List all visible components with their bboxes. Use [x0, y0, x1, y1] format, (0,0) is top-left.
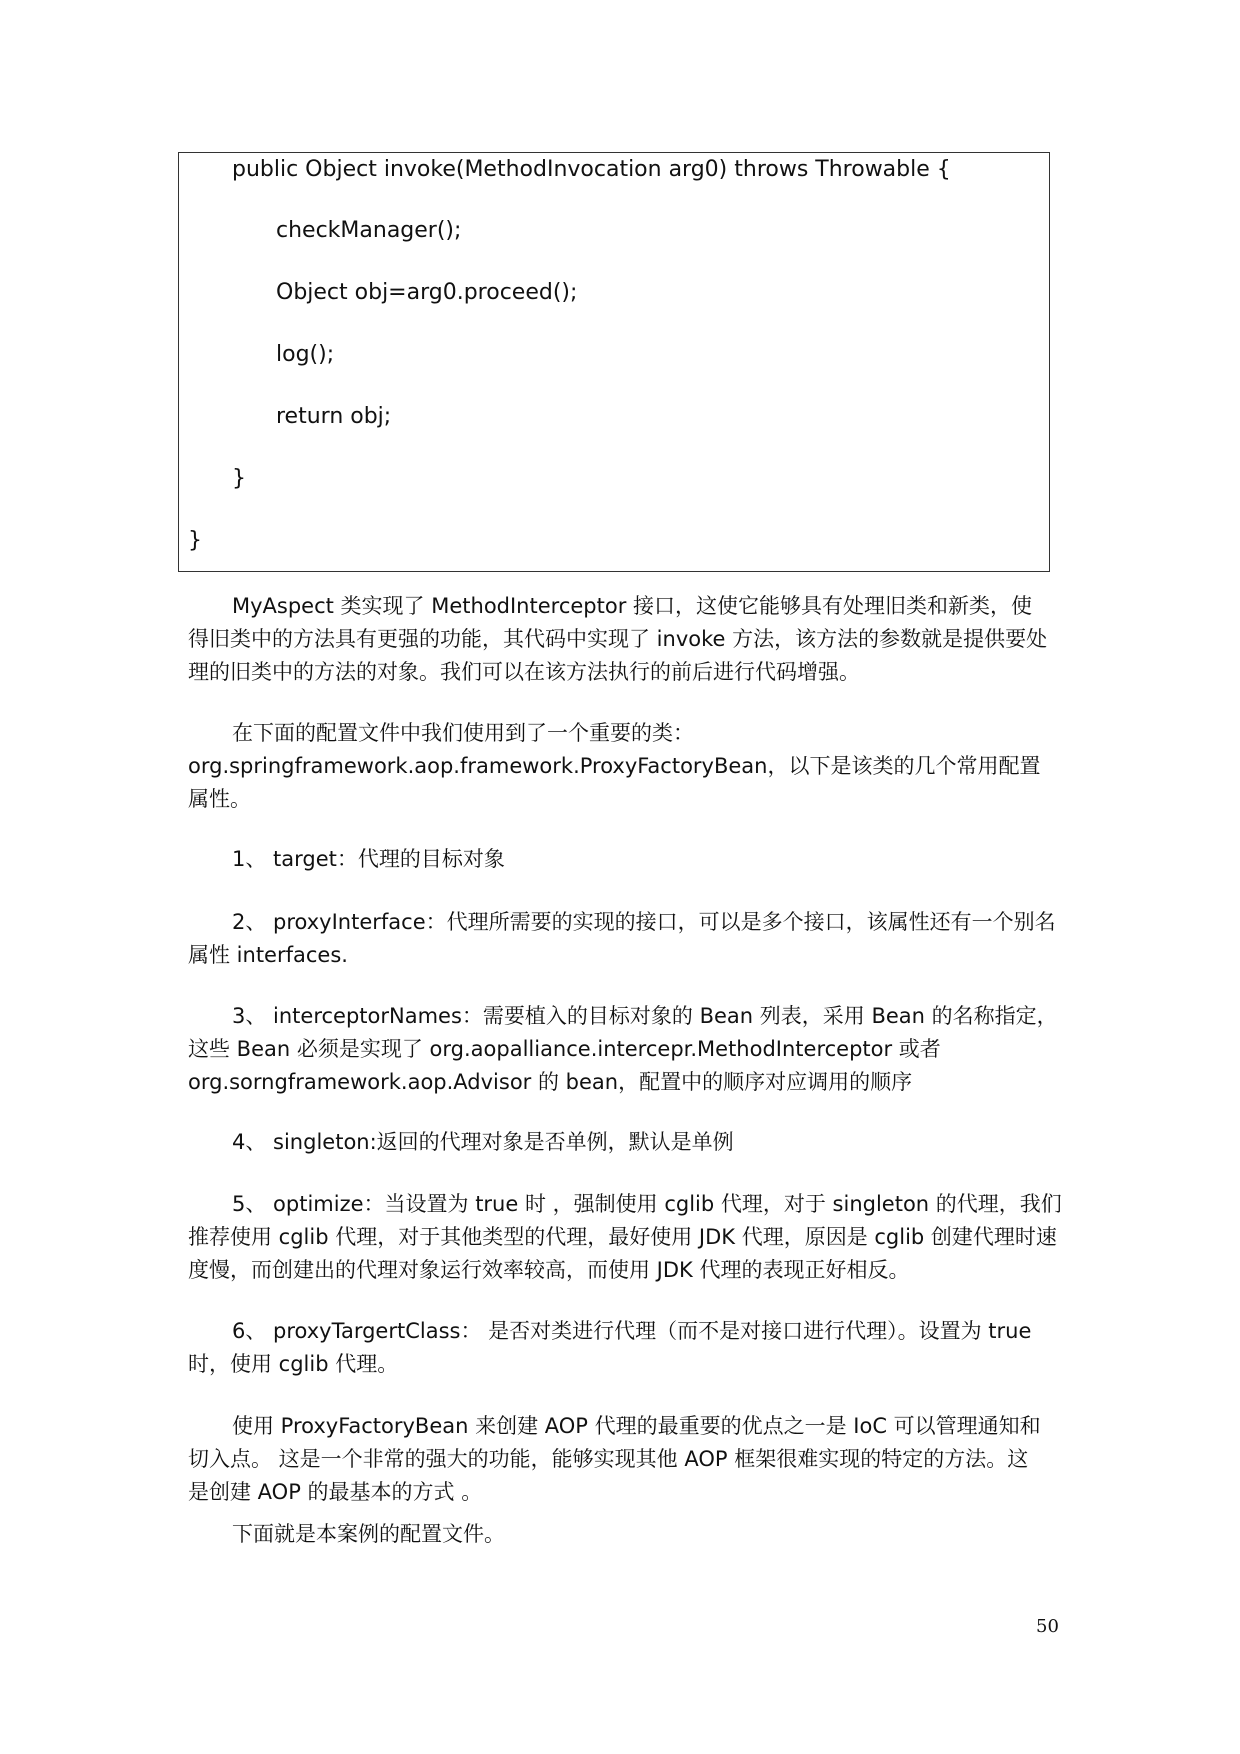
list-item-singleton: 4、 singleton:返回的代理对象是否单例，默认是单例 — [232, 1130, 734, 1154]
code-line: public Object invoke(MethodInvocation arg0) throws Throwable { — [232, 157, 951, 182]
list-item-interceptornames: 3、 interceptorNames：需要植入的目标对象的 Bean 列表，采用 Bean 的名称指定，这些 Bean 必须是实现了 org.aopalliance.intercepr.MethodInterceptor 或者 org.sorngframework.aop.Advisor 的 bean，配置中的顺序对应调用的顺序 — [188, 1004, 1058, 1094]
code-line: } — [232, 466, 246, 491]
code-block — [178, 152, 1050, 572]
paragraph-config-intro: 下面就是本案例的配置文件。 — [232, 1522, 505, 1546]
code-line: log(); — [276, 342, 335, 367]
list-item-optimize: 5、 optimize：当设置为 true 时 ，强制使用 cglib 代理，对于 singleton 的代理，我们推荐使用 cglib 代理，对于其他类型的代理，最好使用 JDK 代理，原因是 cglib 创建代理时速度慢，而创建出的代理对象运行效率较高，而使用 JDK 代理的表现正好相反。 — [188, 1192, 1062, 1282]
page-number: 50 — [1036, 1616, 1059, 1637]
code-line: } — [188, 528, 202, 553]
list-item-proxytargertclass: 6、 proxyTargertClass： 是否对类进行代理（而不是对接口进行代理）。设置为 true 时，使用 cglib 代理。 — [188, 1319, 1032, 1376]
list-item-target: 1、 target：代理的目标对象 — [232, 847, 505, 871]
list-item-proxyinterface: 2、 proxyInterface：代理所需要的实现的接口，可以是多个接口，该属性还有一个别名属性 interfaces. — [188, 910, 1056, 967]
paragraph-proxyfactorybean: 在下面的配置文件中我们使用到了一个重要的类：org.springframework.aop.framework.ProxyFactoryBean，以下是该类的几个常用配置属性。 — [188, 721, 1041, 811]
code-line: Object obj=arg0.proceed(); — [276, 280, 578, 305]
paragraph-myaspect: MyAspect 类实现了 MethodInterceptor 接口，这使它能够具有处理旧类和新类，使得旧类中的方法具有更强的功能，其代码中实现了 invoke 方法，该方法的参数就是提供要处理的旧类中的方法的对象。我们可以在该方法执行的前后进行代码增强。 — [188, 594, 1048, 684]
code-line: return obj; — [276, 404, 392, 429]
code-line: checkManager(); — [276, 218, 462, 243]
paragraph-ioc-advantage: 使用 ProxyFactoryBean 来创建 AOP 代理的最重要的优点之一是 IoC 可以管理通知和切入点。 这是一个非常的强大的功能，能够实现其他 AOP 框架很难实现的特定的方法。这是创建 AOP 的最基本的方式 。 — [188, 1414, 1041, 1504]
